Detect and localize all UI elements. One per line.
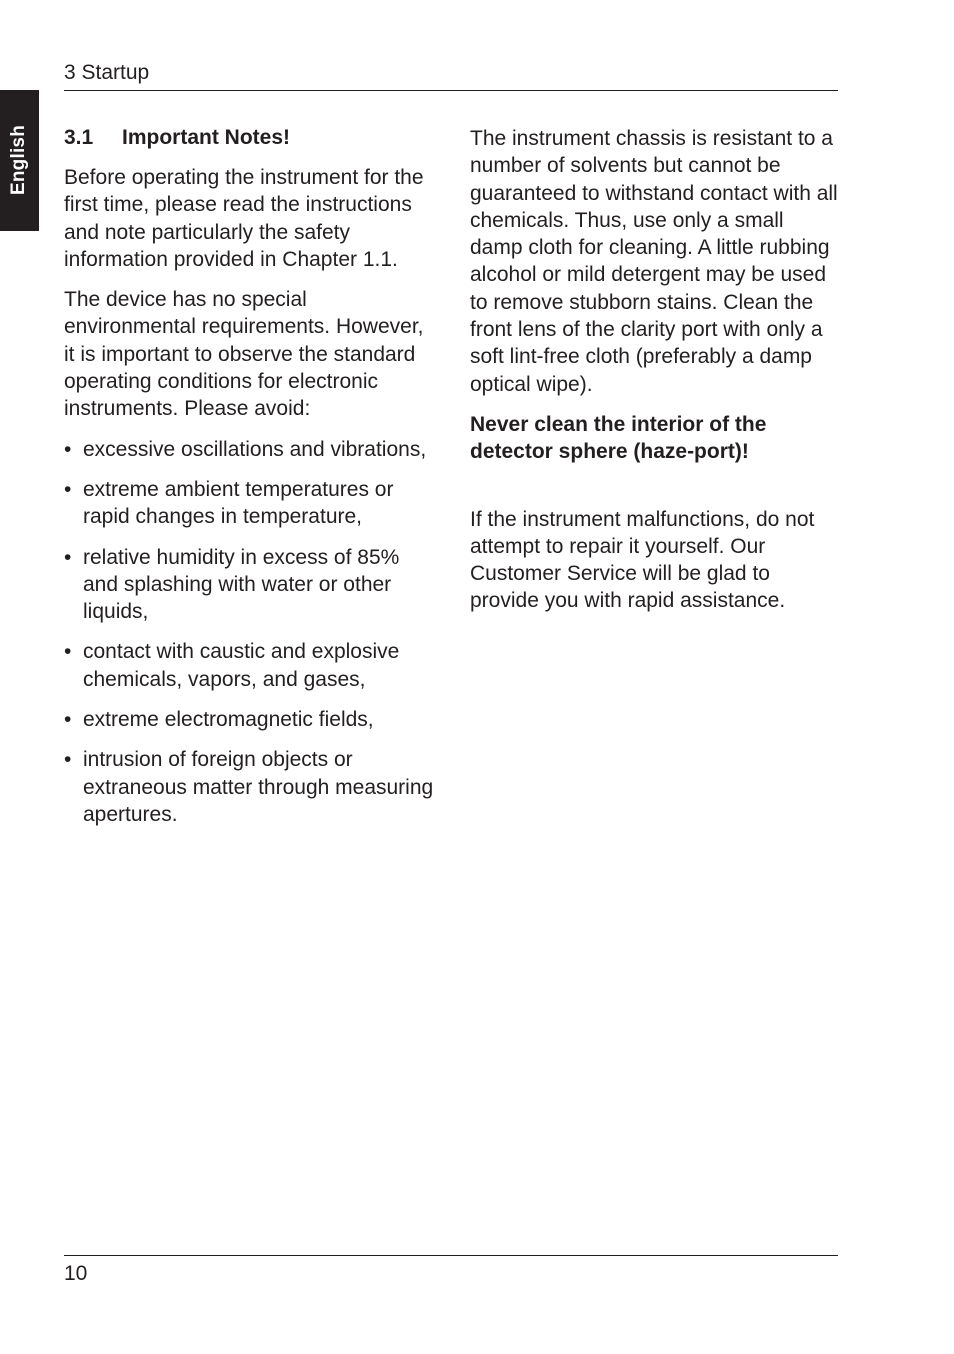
footer-rule: [64, 1255, 838, 1256]
left-column: [64, 124, 436, 841]
language-tab-label: English: [8, 124, 29, 196]
list-item: • intrusion of foreign objects or extraneous matter through measuring apertures.: [64, 746, 436, 828]
intro-paragraph: Before operating the instrument for the first time, please read the instructions and note particularly the safety information provided in Chapter 1.1.: [64, 166, 424, 271]
cleaning-paragraph: The instrument chassis is resistant to a number of solvents but cannot be guaranteed to withstand contact with all chemicals. Thus, use only a small damp cloth for cleaning. A little rubbing alcohol or mild detergent may be used to remove stubborn stains. Clean the front lens of the clarity port with only a soft lint-free cloth (preferably a damp optical wipe).: [470, 127, 838, 396]
list-item: • contact with caustic and explosive chemicals, vapors, and gases,: [64, 638, 436, 693]
header-rule: [64, 90, 838, 91]
avoid-list: [64, 436, 436, 829]
page-number: 10: [64, 1262, 88, 1285]
right-column: [470, 125, 840, 628]
service-paragraph: If the instrument malfunctions, do not attempt to repair it yourself. Our Customer Service will be glad to provide you with rapid assistance.: [470, 507, 815, 613]
list-item: • relative humidity in excess of 85% and splashing with water or other liquids,: [64, 544, 436, 626]
environment-paragraph: The device has no special environmental requirements. However, it is important to observe the standard operating conditions for electronic instruments. Please avoid:: [64, 288, 424, 421]
section-heading: [64, 124, 436, 151]
spacer: [470, 479, 840, 506]
section-title: Important Notes!: [122, 126, 290, 149]
list-item: • extreme electromagnetic fields,: [64, 706, 436, 733]
running-header: 3 Startup: [64, 61, 150, 84]
list-item: • extreme ambient temperatures or rapid changes in temperature,: [64, 476, 436, 531]
section-number: 3.1: [64, 126, 94, 149]
cleaning-warning: Never clean the interior of the detector sphere (haze-port)!: [470, 412, 767, 464]
list-item: • excessive oscillations and vibrations,: [64, 436, 436, 463]
